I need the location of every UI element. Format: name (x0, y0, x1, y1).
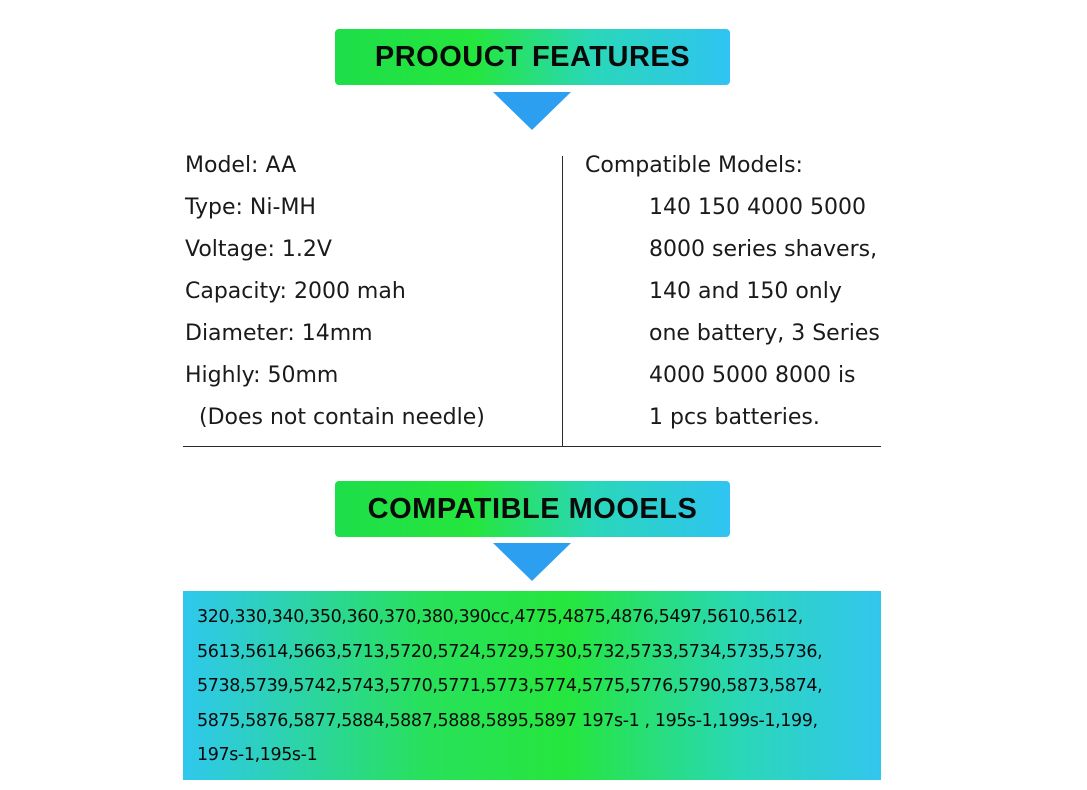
spec-diameter: Diameter: 14mm (185, 321, 373, 346)
spec-capacity: Capacity: 2000 mah (185, 279, 406, 304)
spec-height: Highly: 50mm (185, 363, 339, 388)
column-divider (562, 156, 563, 446)
specs-list (185, 145, 485, 439)
down-arrow-icon (493, 543, 571, 581)
compatibility-line: 8000 series shavers, (649, 237, 878, 262)
model-numbers-line: 320,330,340,350,360,370,380,390cc,4775,4875,4876,5497,5610,5612, (197, 607, 803, 627)
compatibility-line: 140 and 150 only (649, 279, 842, 304)
compatible-models-title: COMPATIBLE MOOELS (367, 492, 698, 525)
compatibility-line: one battery, 3 Series (649, 321, 880, 346)
compatibility-line: 1 pcs batteries. (649, 405, 820, 430)
model-numbers-line: 5738,5739,5742,5743,5770,5771,5773,5774,5775,5776,5790,5873,5874, (197, 676, 823, 696)
compatibility-heading: Compatible Models: (585, 153, 803, 178)
spec-voltage: Voltage: 1.2V (185, 237, 332, 262)
model-numbers-box (183, 591, 881, 780)
product-features-banner (335, 29, 730, 85)
model-numbers-line: 5875,5876,5877,5884,5887,5888,5895,5897 197s-1 , 195s-1,199s-1,199, (197, 710, 818, 731)
product-features-title: PROOUCT FEATURES (374, 40, 691, 73)
spec-model: Model: AA (185, 153, 297, 178)
model-numbers-line: 197s-1,195s-1 (197, 745, 318, 765)
section-divider (183, 446, 881, 447)
compatibility-list (585, 145, 880, 439)
model-numbers-line: 5613,5614,5663,5713,5720,5724,5729,5730,5732,5733,5734,5735,5736, (197, 641, 823, 662)
spec-note: (Does not contain needle) (199, 405, 485, 430)
down-arrow-icon (493, 92, 571, 130)
compatible-models-banner (335, 481, 730, 537)
spec-type: Type: Ni-MH (185, 195, 316, 220)
compatibility-line: 4000 5000 8000 is (649, 363, 856, 388)
compatibility-line: 140 150 4000 5000 (649, 195, 866, 220)
